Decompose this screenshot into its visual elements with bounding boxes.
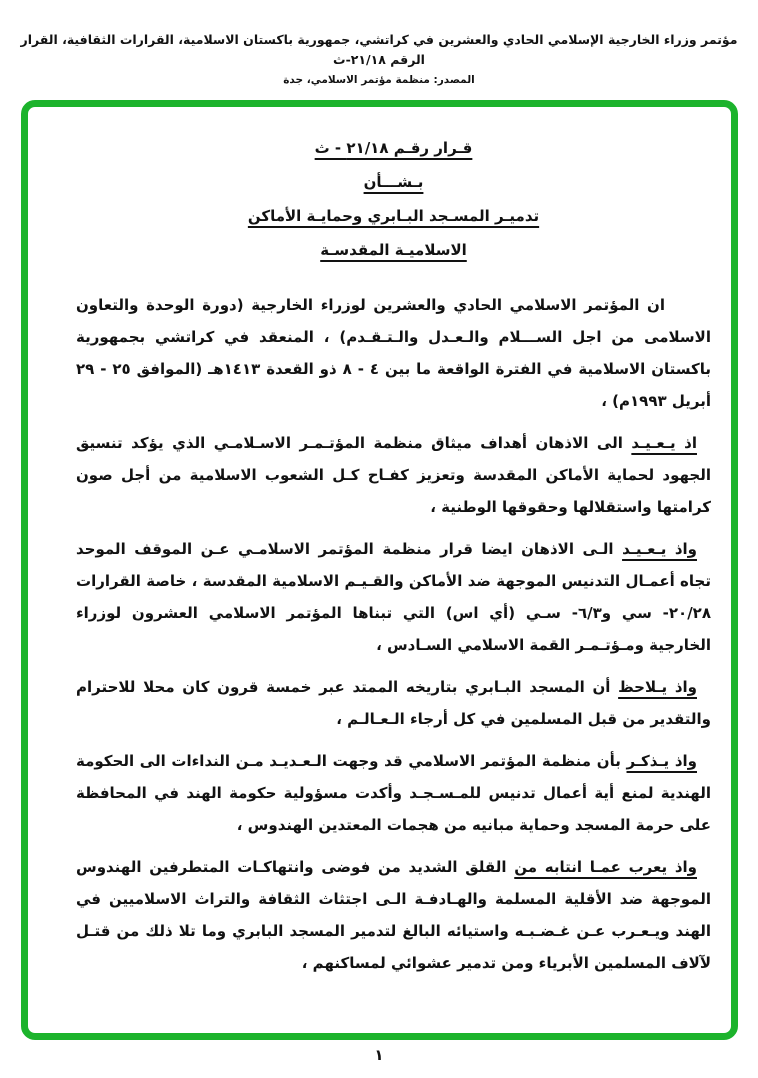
paragraph (76, 533, 711, 661)
header-publisher-line: المصدر: منظمة مؤتمر الاسلامي، جدة (283, 74, 475, 86)
page-number: ١ (374, 1046, 384, 1064)
paragraph (76, 851, 711, 979)
document-header (0, 0, 758, 86)
paragraph (76, 289, 711, 417)
paragraph-lead: واذ يـعـيـد (622, 540, 697, 558)
paragraph-text: أن المسجد البـابري بتاريخه الممتد عبر خمسة قرون كان محلا للاحترام والتقدير من قبل المسلمين في كل أرجاء الـعـالـم ، (76, 678, 711, 728)
paragraph-text: ان المؤتمر الاسلامي الحادي والعشرين لوزراء الخارجية (دورة الوحدة والتعاون الاسلامى من اجل الســـلام والـعـدل والـتـقـدم) ، المنعقد في كراتشي بجمهورية باكستان الاسلامية في الفترة الواقعة ما بين ٤ - ٨ ذو القعدة ١٤١٣هـ (الموافق ٢٥ - ٢٩ أبريل ١٩٩٣م) ، (76, 296, 712, 410)
title-block (76, 131, 711, 267)
paragraph (76, 671, 711, 735)
paragraph (76, 745, 711, 841)
title-line-text: الاسلاميـة المقدسـة (320, 241, 467, 259)
paragraph-lead: اذ يـعـيـد (631, 434, 697, 452)
green-border-frame (21, 100, 738, 1040)
paragraph-lead: واذ يـلاحظ (618, 678, 697, 696)
paragraph-lead: واذ يـذكـر (626, 752, 697, 770)
paragraph-lead: واذ يعرب عمـا انتابه من (514, 858, 697, 876)
paragraph-text: الى الاذهان أهداف ميثاق منظمة المؤتـمـر الاسـلامـي الذي يؤكد تنسيق الجهود لحماية الأماكن المقدسة وتعزيز كفـاح كـل الشعوب الاسلامية من أجل صون كرامتها واستقلالها وحقوقها الوطنية ، (76, 434, 711, 516)
title-line-text: قـرار رقـم ٢١/١٨ - ث (314, 139, 473, 157)
title-line (76, 199, 711, 233)
title-line (76, 233, 711, 267)
paragraph-text: الـى الاذهان ايضا قرار منظمة المؤتمر الاسلامـي عـن الموقف الموحد تجاه أعمـال التدنيس الموجهة ضد الأماكن والقـيـم الاسلامية المقدسة ، خاصة القرارات ٢٠/٢٨- سي و٦/٣- سـي (أي اس) التي تبناها المؤتمر الاسلامي العشرون لوزراء الخارجية ومـؤتـمـر القمة الاسلامي السـادس ، (76, 540, 711, 654)
title-line-text: تدميـر المسـجد البـابري وحمايـة الأماكن (247, 207, 540, 225)
document-body (76, 289, 711, 979)
paragraph-text: بأن منظمة المؤتمر الاسلامي قد وجهت الـعـديـد مـن النداءات الى الحكومة الهندية لمنع أية أعمال تدنيس للمـسـجـد وأكدت مسؤولية حكومة الهند في المحافظة على حرمة المسجد وحماية مبانيه من هجمات المعتدين الهندوس ، (76, 752, 711, 834)
title-line-text: بـشـــأن (363, 173, 424, 191)
title-line (76, 165, 711, 199)
title-line (76, 131, 711, 165)
paragraph-text: القلق الشديد من فوضى وانتهاكـات المتطرفين الهندوس الموجهة ضد الأقلية المسلمة والهـادفـة الـى اجتثاث الثقافة والتراث الاسلاميين في الهند ويـعـرب عـن غـضـبـه واستيائه البالغ لتدمير المسجد البابري وما تلا ذلك من قتـل لآلاف المسلمين الأبرياء ومن تدمير عشوائي لمساكنهم ، (76, 858, 711, 972)
header-source-line: مؤتمر وزراء الخارجية الإسلامي الحادي والعشرين في كراتشي، جمهورية باكستان الاسلامية، القرارات الثقافية، القرار الرقم ٢١/١٨-ث (20, 32, 738, 67)
document-content (28, 107, 731, 979)
paragraph (76, 427, 711, 523)
